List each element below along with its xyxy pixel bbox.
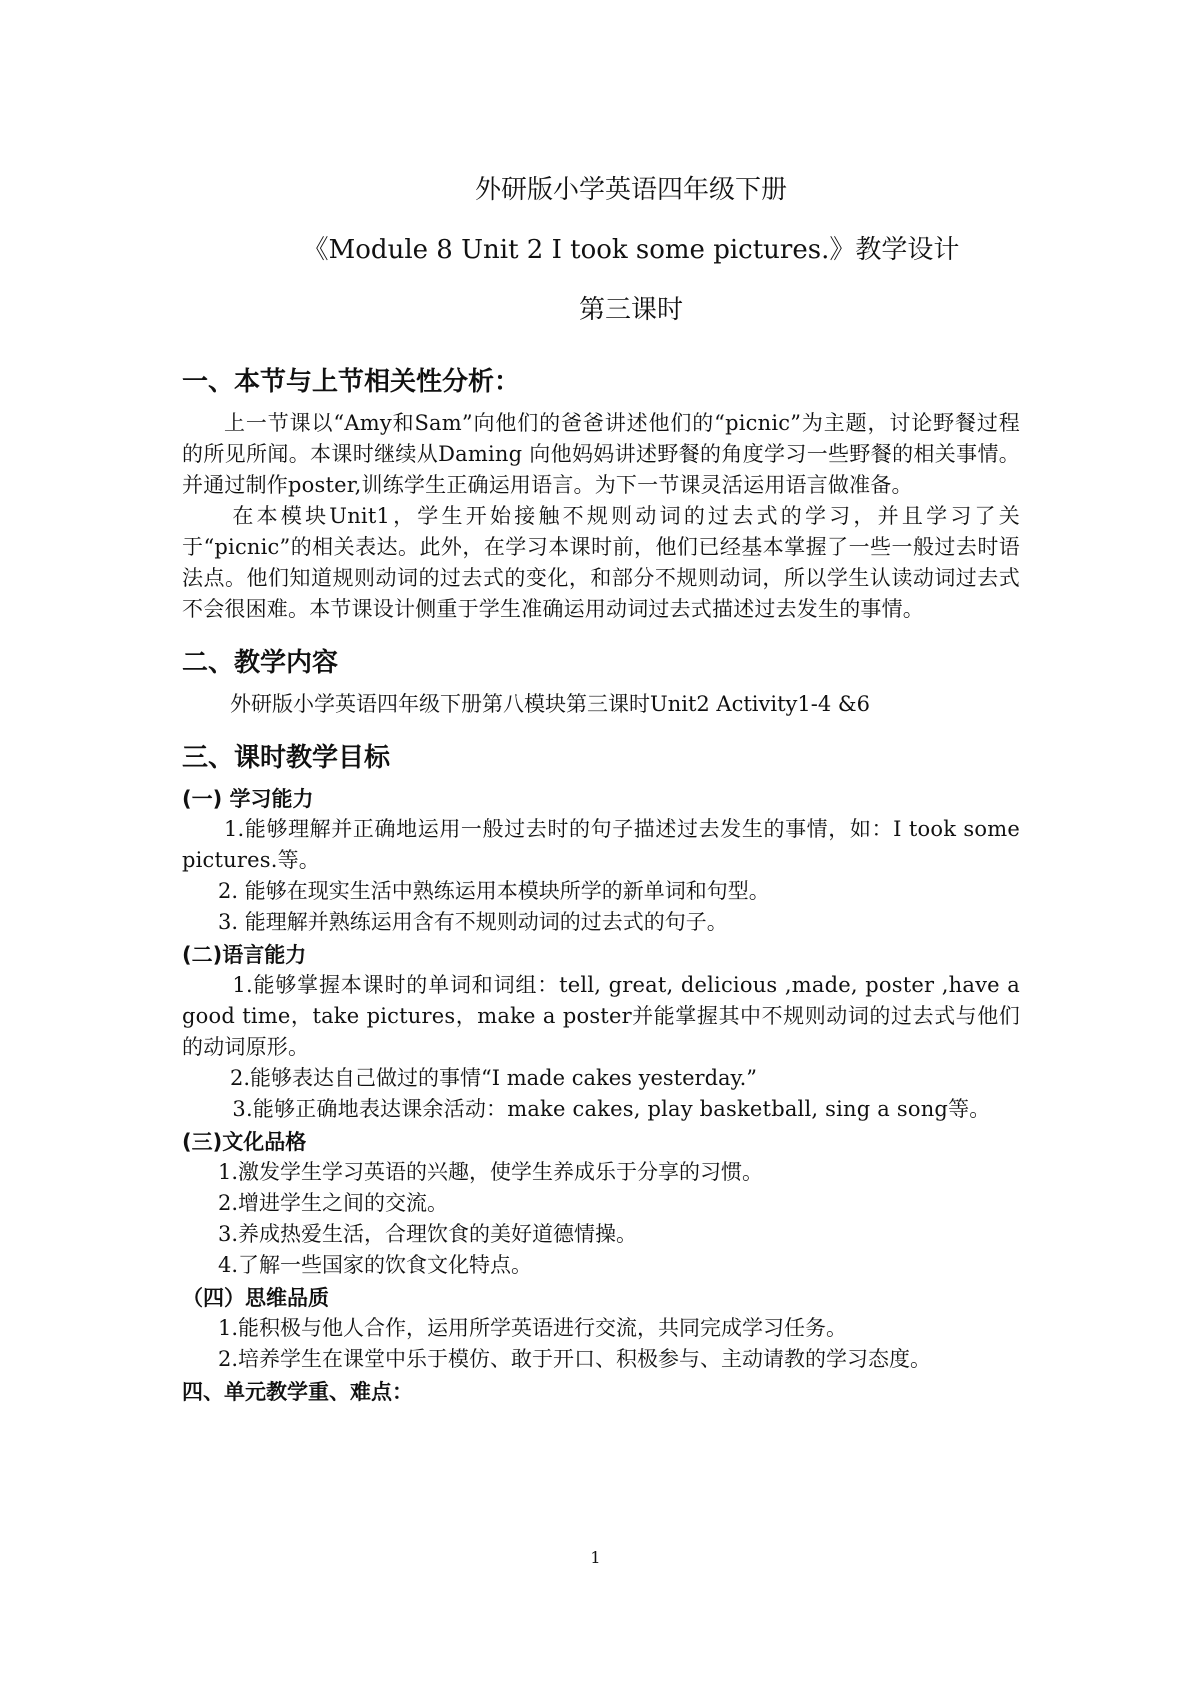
thinking-item-1: 1.能积极与他人合作，运用所学英语进行交流，共同完成学习任务。 <box>218 1316 848 1340</box>
culture-item-4: 4.了解一些国家的饮食文化特点。 <box>218 1253 533 1277</box>
subsection-learning-ability-heading: (一) 学习能力 <box>182 787 314 811</box>
section2-heading: 二、教学内容 <box>182 648 339 678</box>
section1-paragraph1: 上一节课以“Amy和Sam”向他们的爸爸讲述他们的“picnic”为主题，讨论野餐过程的所见所闻。本课时继续从Daming 向他妈妈讲述野餐的角度学习一些野餐的相关事情。并通过制作poster,训练学生正确运用语言。为下一节课灵活运用语言做准备。 <box>182 411 1020 497</box>
learning-ability-item-2: 2. 能够在现实生活中熟练运用本模块所学的新单词和句型。 <box>218 879 770 903</box>
doc-title-line2: 《Module 8 Unit 2 I took some pictures.》教学设计 <box>302 235 960 265</box>
culture-item-3: 3.养成热爱生活，合理饮食的美好道德情操。 <box>218 1222 638 1246</box>
learning-ability-item-1: 1.能够理解并正确地运用一般过去时的句子描述过去发生的事情，如：I took some pictures.等。 <box>182 817 1020 872</box>
section3-heading: 三、课时教学目标 <box>182 743 391 773</box>
doc-title-line1: 外研版小学英语四年级下册 <box>474 175 787 205</box>
section1-paragraph2: 在本模块Unit1，学生开始接触不规则动词的过去式的学习，并且学习了关于“picnic”的相关表达。此外，在学习本课时前，他们已经基本掌握了一些一般过去时语法点。他们知道规则动词的过去式的变化，和部分不规则动词，所以学生认读动词过去式不会很困难。本节课设计侧重于学生准确运用动词过去式描述过去发生的事情。 <box>182 504 1020 621</box>
section4-heading: 四、单元教学重、难点： <box>182 1380 413 1404</box>
section1-heading: 一、本节与上节相关性分析： <box>182 367 521 397</box>
doc-title-line3: 第三课时 <box>578 295 683 325</box>
learning-ability-item-3: 3. 能理解并熟练运用含有不规则动词的过去式的句子。 <box>218 910 728 934</box>
subsection-thinking-heading: （四）思维品质 <box>182 1286 329 1310</box>
document-body <box>182 160 1020 1407</box>
language-ability-item-1: 1.能够掌握本课时的单词和词组：tell, great, delicious ,made, poster ,have a good time，take pictures，make a poster并能掌握其中不规则动词的过去式与他们的动词原形。 <box>182 973 1020 1059</box>
page-number: 1 <box>590 1548 601 1567</box>
subsection-culture-heading: (三)文化品格 <box>182 1130 307 1154</box>
subsection-language-ability-heading: (二)语言能力 <box>182 943 307 967</box>
culture-item-2: 2.增进学生之间的交流。 <box>218 1191 449 1215</box>
thinking-item-2: 2.培养学生在课堂中乐于模仿、敢于开口、积极参与、主动请教的学习态度。 <box>218 1347 932 1371</box>
culture-item-1: 1.激发学生学习英语的兴趣，使学生养成乐于分享的习惯。 <box>218 1160 764 1184</box>
section2-content: 外研版小学英语四年级下册第八模块第三课时Unit2 Activity1-4 &6 <box>230 692 870 716</box>
language-ability-item-2: 2.能够表达自己做过的事情“I made cakes yesterday.” <box>230 1066 758 1090</box>
language-ability-item-3: 3.能够正确地表达课余活动：make cakes, play basketball, sing a song等。 <box>232 1097 991 1121</box>
